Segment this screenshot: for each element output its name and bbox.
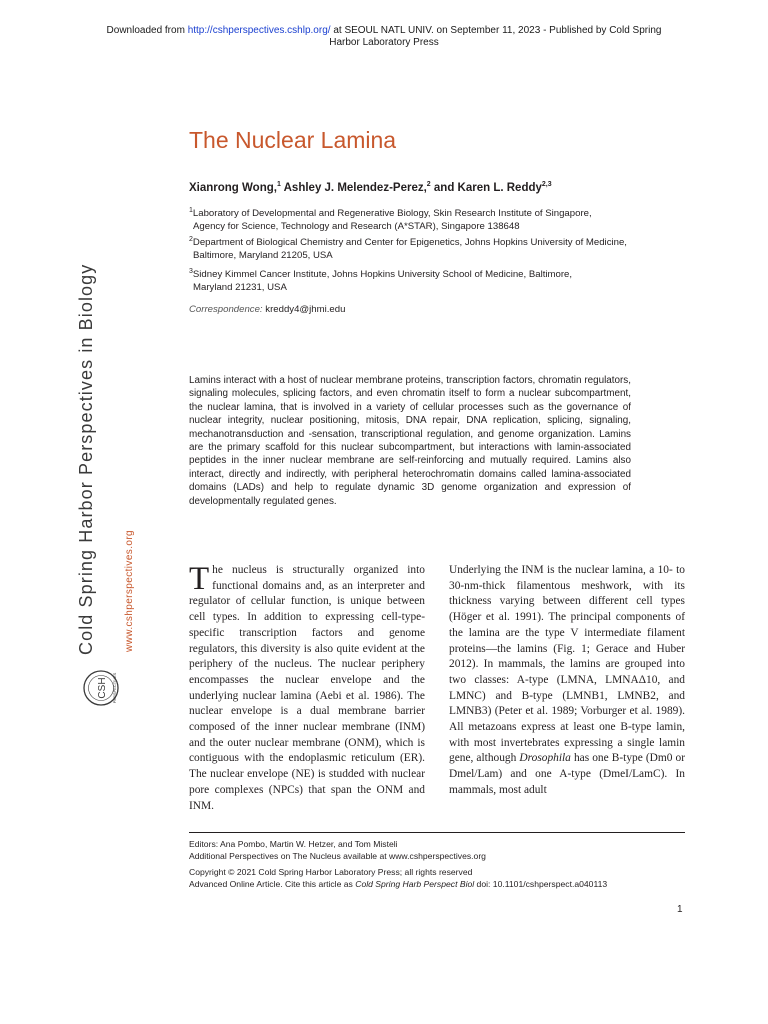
body-column-left (189, 563, 425, 814)
page-number: 1 (677, 904, 683, 915)
download-suffix: at SEOUL NATL UNIV. on September 11, 2023 - Published by Cold Spring (330, 25, 662, 36)
author-name: and Karen L. Reddy (430, 182, 542, 194)
additional-perspectives-note: Additional Perspectives on The Nucleus available at www.cshperspectives.org (189, 851, 486, 861)
body-text-italic: Drosophila (519, 752, 571, 765)
affiliation-text: Department of Biological Chemistry and Center for Epigenetics, Johns Hopkins University of Medicine, (192, 237, 627, 248)
logo-text: CSH (97, 677, 108, 699)
download-line2: Harbor Laboratory Press (329, 37, 439, 48)
author-name: Ashley J. Melendez-Perez, (280, 182, 427, 194)
download-banner (80, 25, 688, 49)
journal-name-vertical: Cold Spring Harbor Perspectives in Biology (76, 263, 96, 655)
author-affiliation-mark: 2 (426, 181, 431, 189)
affiliation-number: 1 (189, 206, 193, 214)
body-column-right (449, 563, 685, 799)
journal-url-vertical[interactable]: www.cshperspectives.org (124, 529, 135, 652)
download-prefix: Downloaded from (106, 25, 188, 36)
csh-perspectives-logo (80, 662, 122, 714)
author-name: Xianrong Wong, (189, 182, 277, 194)
body-text: Underlying the INM is the nuclear lamina, a 10- to 30-nm-thick filamentous meshwork, with its thickness varying between different cell types (Höger et al. 1991). The principal components of the lamina are the type V intermediate filament proteins—the lamins (Fig. 1; Gerace and Huber 2012). In mammals, the lamins are grouped into two classes: A-type (LMNA, LMNAΔ10, and LMNC) and B-type (LMNB1, LMNB2, and LMNB3) (Peter et al. 1989; Vorburger et al. 1989). All metazoans express at least one B-type lamin, with most invertebrates expressing a single lamin gene, although (449, 564, 685, 765)
source-link[interactable]: http://cshperspectives.cshlp.org/ (187, 25, 331, 36)
affiliation-1 (189, 208, 659, 233)
author-list (189, 181, 552, 195)
author-affiliation-mark: 1 (276, 181, 281, 189)
correspondence (189, 304, 345, 316)
citation-journal: Cold Spring Harb Perspect Biol (355, 879, 475, 889)
affiliation-2 (189, 237, 659, 262)
body-text: he nucleus is structurally organized into functional domains and, as an interpreter and regulator of cellular function, is unique between cell types. In addition to expressing cell-type-specific transcription factors and genome regulators, this diversity is also quite evident at the periphery of the nucleus. The nuclear periphery encompasses the nuclear envelope and the underlying nuclear lamina (Aebi et al. 1986). The nuclear envelope is a dual membrane barrier composed of the inner nuclear membrane (INM) and the outer nuclear membrane (ONM), which is contiguous with the endoplasmic reticulum (ER). The nuclear envelope (NE) is studded with nuclear pore complexes (NPCs) that span the ONM and INM. (189, 564, 425, 812)
citation-text: Advanced Online Article. Cite this article as (189, 879, 356, 889)
drop-cap: T (189, 561, 210, 597)
footer-divider (189, 832, 685, 833)
affiliation-text: Maryland 21231, USA (193, 281, 287, 293)
editors-note: Editors: Ana Pombo, Martin W. Hetzer, and Tom Misteli (189, 839, 398, 849)
copyright-note: Copyright © 2021 Cold Spring Harbor Laboratory Press; all rights reserved (189, 867, 473, 877)
affiliation-text: Laboratory of Developmental and Regenerative Biology, Skin Research Institute of Singapore, (192, 208, 592, 219)
logo-subtext: PERSPECTIVES (112, 672, 117, 704)
citation-doi: doi: 10.1101/cshperspect.a040113 (474, 879, 608, 889)
affiliation-number: 2 (189, 235, 193, 243)
citation-note (189, 879, 607, 891)
affiliation-3 (189, 269, 659, 294)
article-title: The Nuclear Lamina (189, 127, 397, 153)
affiliation-text: Baltimore, Maryland 21205, USA (193, 249, 333, 261)
correspondence-label: Correspondence: (189, 304, 263, 315)
affiliation-number: 3 (189, 267, 193, 275)
body-text: has one B-type (Dm0 or Dmel/Lam) and one A-type (DmeI/LamC). In mammals, most adult (449, 752, 685, 796)
author-affiliation-mark: 2,3 (541, 181, 552, 189)
affiliation-text: Sidney Kimmel Cancer Institute, Johns Hopkins University School of Medicine, Baltimore, (192, 269, 573, 280)
correspondence-email[interactable]: kreddy4@jhmi.edu (262, 304, 346, 315)
abstract: Lamins interact with a host of nuclear membrane proteins, transcription factors, chromatin regulators, signaling molecules, splicing factors, and even chromatin itself to form a nuclear subcompartment, the nuclear lamina, that is involved in a variety of cellular processes such as the governance of nuclear integrity, nuclear positioning, mitosis, DNA repair, DNA replication, splicing, signaling, mechanotransduction and -sensation, transcriptional regulation, and genome organization. Lamins are the primary scaffold for this nuclear subcompartment, but interactions with lamin-associated peptides in the inner nuclear membrane are self-reinforcing and mutually required. Lamins also interact, directly and indirectly, with peripheral heterochromatin domains called lamina-associated domains (LADs) and help to regulate dynamic 3D genome organization and expression of developmentally regulated genes. (189, 375, 631, 507)
affiliation-text: Agency for Science, Technology and Research (A*STAR), Singapore 138648 (193, 220, 520, 232)
